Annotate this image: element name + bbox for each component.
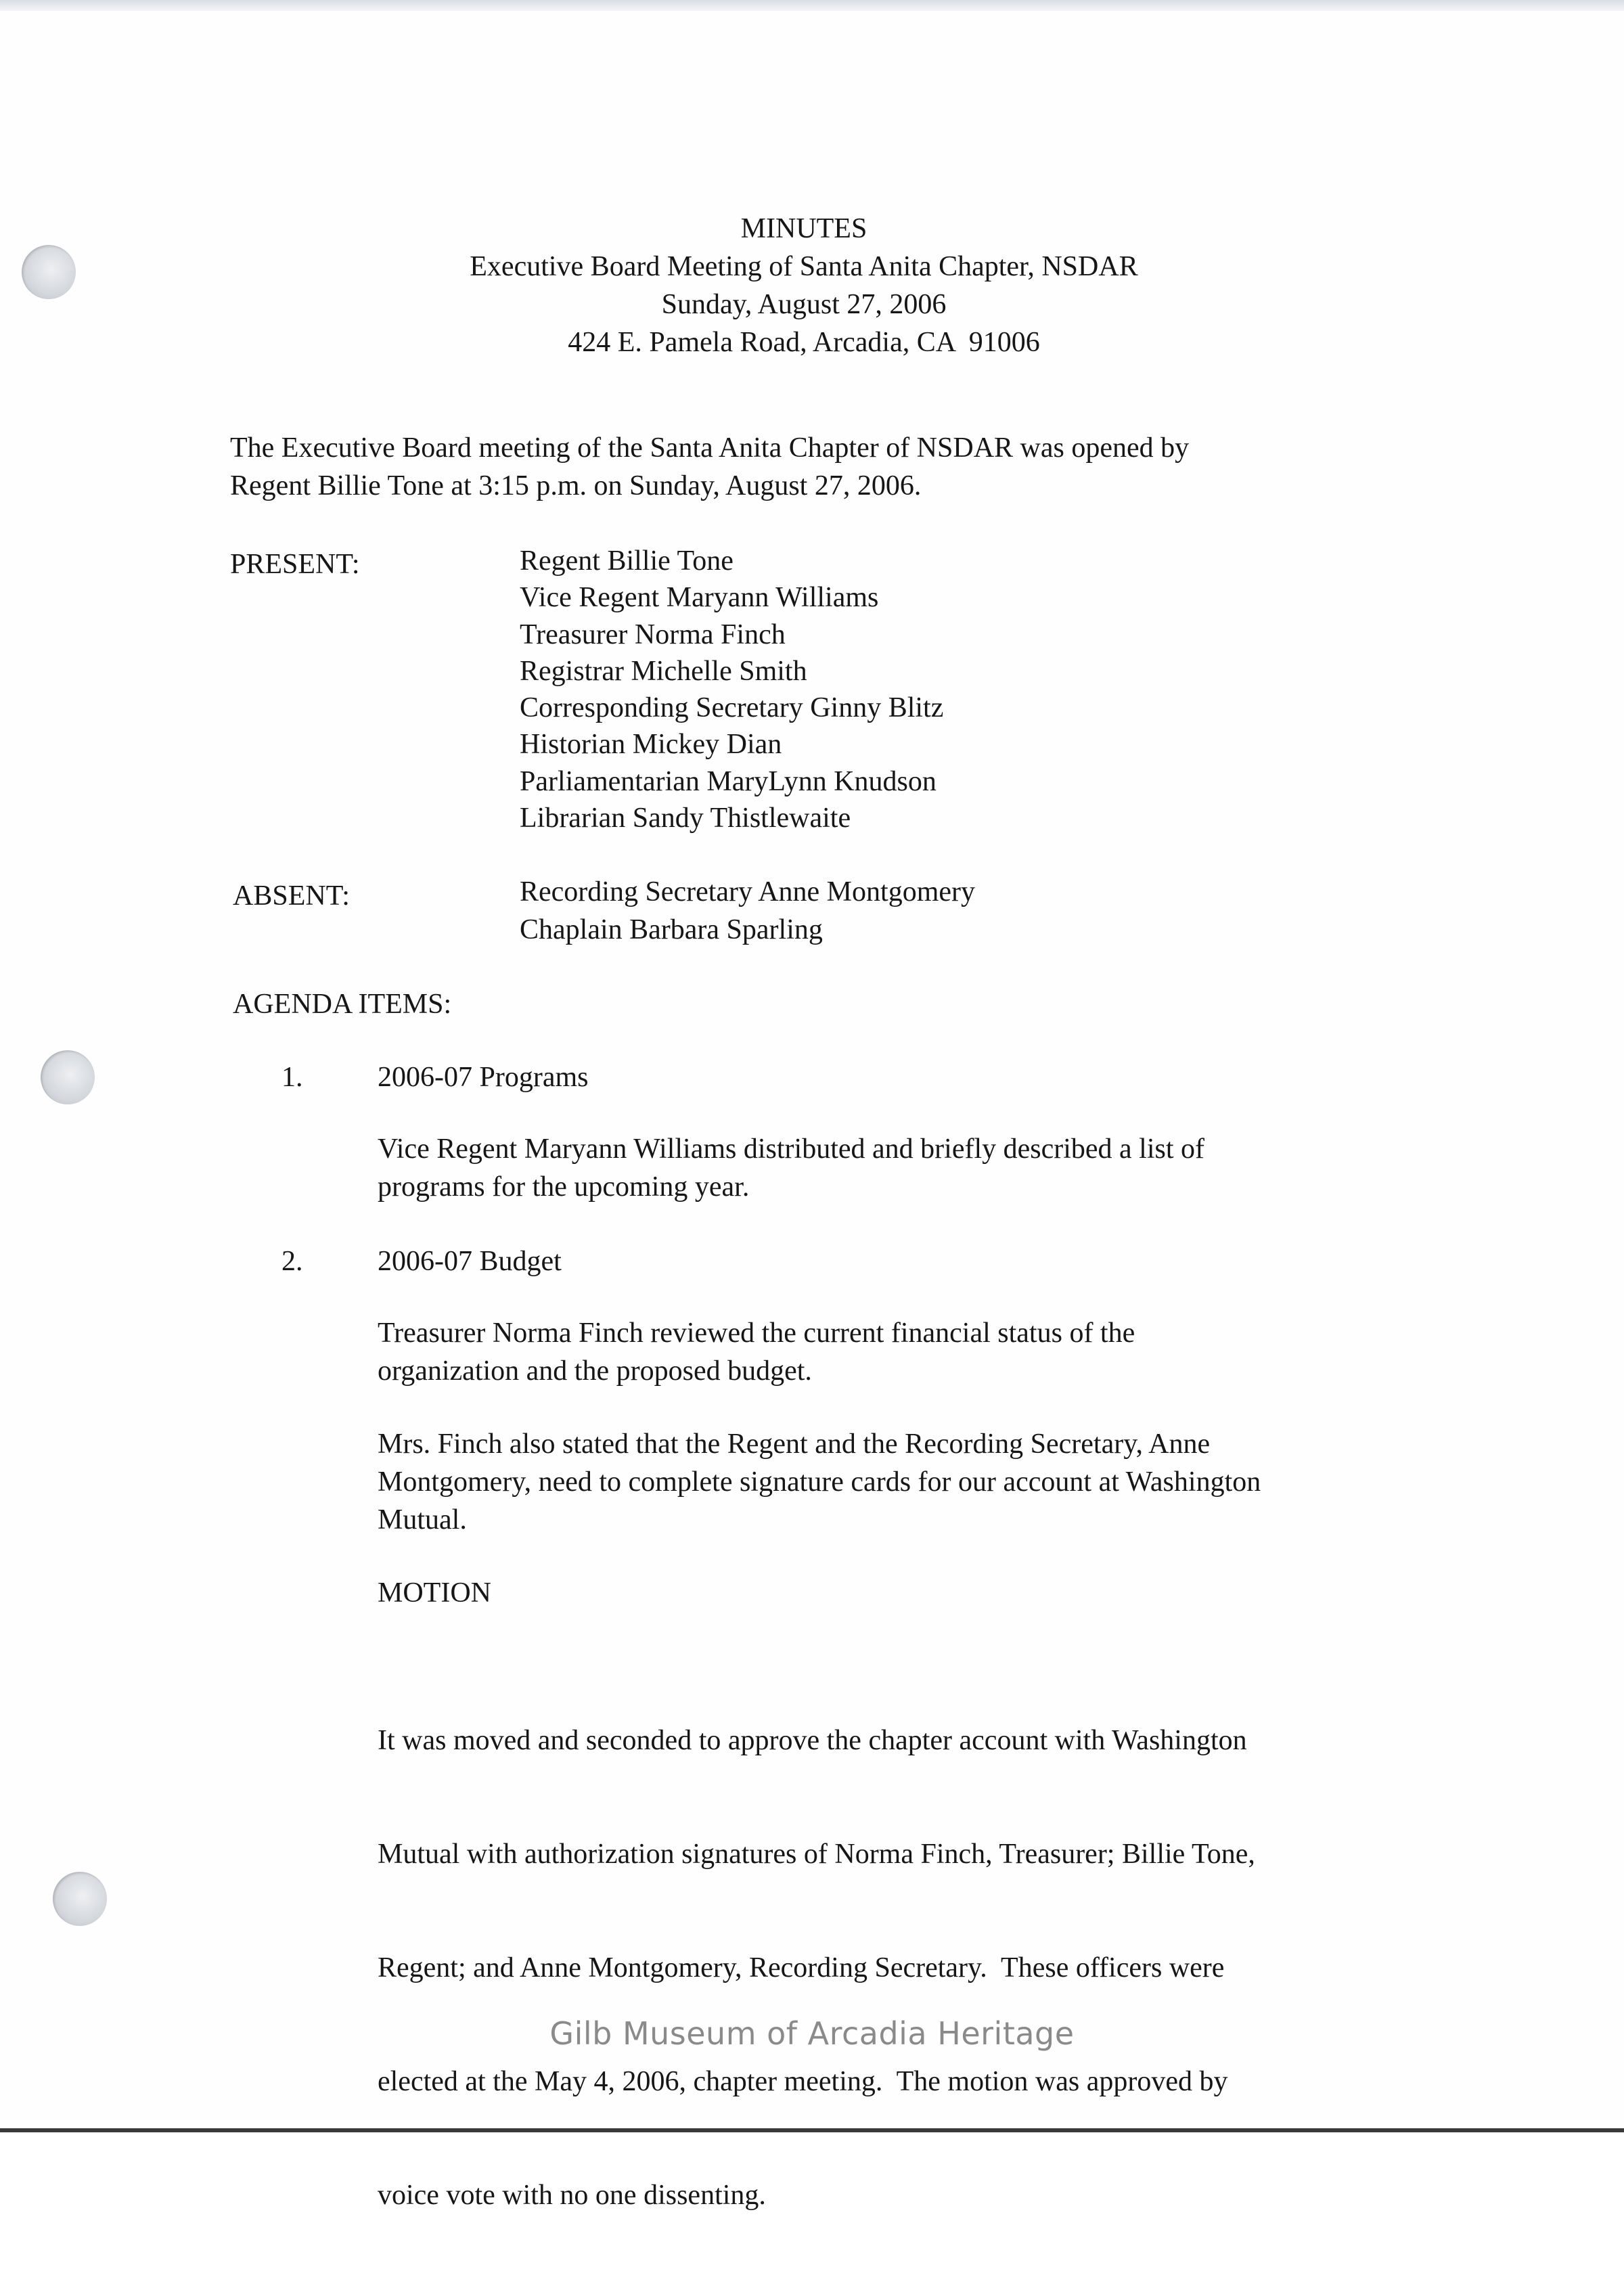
paragraph-line: voice vote with no one dissenting. xyxy=(378,2180,766,2211)
intro-paragraph xyxy=(230,429,1189,505)
meeting-address: 424 E. Pamela Road, Arcadia, CA 91006 xyxy=(568,327,1040,358)
intro-line: The Executive Board meeting of the Santa Anita Chapter of NSDAR was opened by xyxy=(230,432,1190,464)
document-title: MINUTES xyxy=(740,213,867,244)
present-member: Treasurer Norma Finch xyxy=(520,619,786,650)
present-member: Librarian Sandy Thistlewaite xyxy=(520,803,851,834)
agenda-heading: AGENDA ITEMS: xyxy=(233,989,452,1020)
agenda-item-paragraph xyxy=(378,1425,1261,1539)
meeting-date: Sunday, August 27, 2006 xyxy=(661,289,947,320)
paragraph-line: It was moved and seconded to approve the chapter account with Washington xyxy=(378,1725,1247,1756)
agenda-item-paragraph xyxy=(378,1130,1204,1206)
paragraph-line: Mrs. Finch also stated that the Regent and the Recording Secretary, Anne xyxy=(378,1429,1211,1460)
meeting-name: Executive Board Meeting of Santa Anita Chapter, NSDAR xyxy=(470,251,1138,282)
paragraph-line: programs for the upcoming year. xyxy=(378,1171,750,1203)
paragraph-line: Regent; and Anne Montgomery, Recording Secretary. These officers were xyxy=(378,1952,1225,1983)
present-member: Corresponding Secretary Ginny Blitz xyxy=(520,692,944,724)
agenda-item-title: 2006-07 Budget xyxy=(378,1246,562,1277)
paragraph-line: elected at the May 4, 2006, chapter meeting. The motion was approved by xyxy=(378,2066,1228,2097)
absent-label: ABSENT: xyxy=(233,880,350,912)
document-header xyxy=(0,210,1608,361)
present-member: Regent Billie Tone xyxy=(520,545,734,577)
paragraph-line: Mutual. xyxy=(378,1504,467,1535)
paragraph-line: organization and the proposed budget. xyxy=(378,1355,812,1387)
intro-line: Regent Billie Tone at 3:15 p.m. on Sunday, August 27, 2006. xyxy=(230,470,922,501)
paragraph-line: Vice Regent Maryann Williams distributed and briefly described a list of xyxy=(378,1133,1205,1165)
absent-member: Recording Secretary Anne Montgomery xyxy=(520,876,975,907)
absent-list xyxy=(520,873,975,949)
punch-hole xyxy=(41,1050,95,1104)
punch-hole xyxy=(53,1872,107,1926)
motion-label: MOTION xyxy=(378,1577,491,1609)
paragraph-line: Montgomery, need to complete signature cards for our account at Washington xyxy=(378,1466,1261,1498)
present-member: Parliamentarian MaryLynn Knudson xyxy=(520,765,937,797)
present-member: Historian Mickey Dian xyxy=(520,729,782,761)
paragraph-line: Mutual with authorization signatures of Norma Finch, Treasurer; Billie Tone, xyxy=(378,1839,1255,1870)
museum-watermark: Gilb Museum of Arcadia Heritage xyxy=(549,2015,1075,2052)
present-list xyxy=(520,543,943,836)
scan-edge-top xyxy=(0,0,1624,11)
present-member: Vice Regent Maryann Williams xyxy=(520,582,879,614)
paragraph-line: Treasurer Norma Finch reviewed the current financial status of the xyxy=(378,1318,1135,1349)
motion-paragraph xyxy=(378,1646,1255,2290)
agenda-item-number: 2. xyxy=(281,1246,303,1277)
agenda-item-paragraph xyxy=(378,1314,1135,1390)
absent-member: Chaplain Barbara Sparling xyxy=(520,914,823,945)
present-label: PRESENT: xyxy=(230,549,360,580)
agenda-item-title: 2006-07 Programs xyxy=(378,1062,589,1093)
present-member: Registrar Michelle Smith xyxy=(520,655,807,687)
agenda-item-number: 1. xyxy=(281,1062,303,1093)
